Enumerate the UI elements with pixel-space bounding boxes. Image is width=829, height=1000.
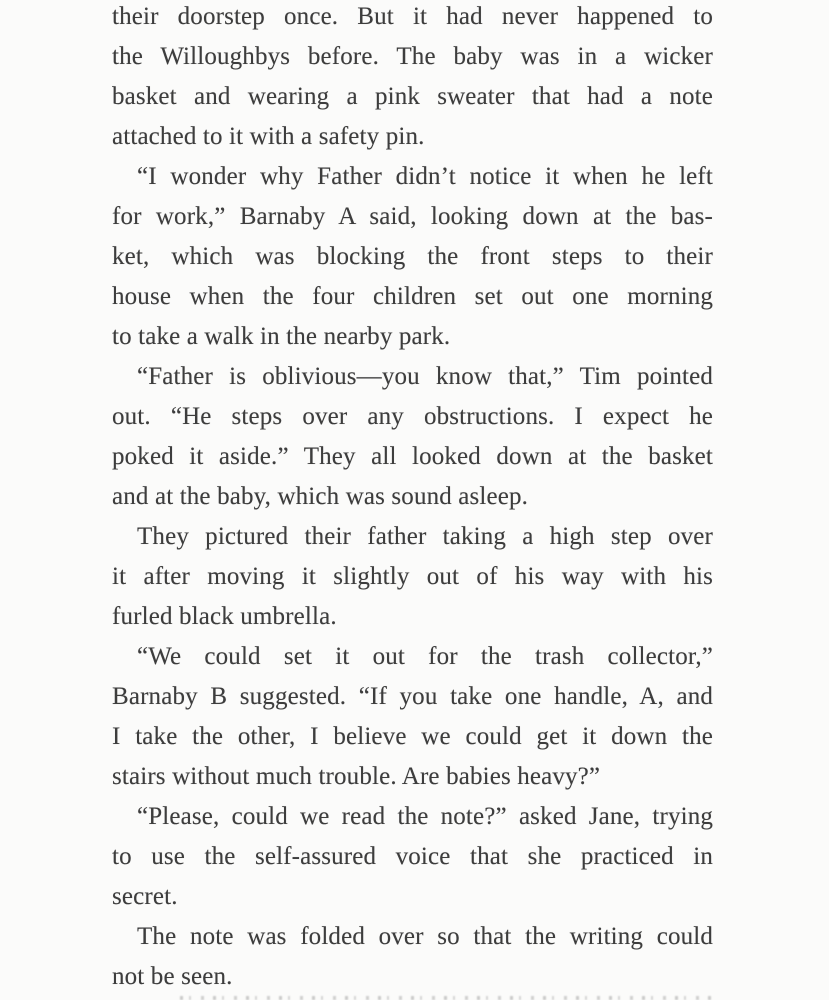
text-line: Barnaby B suggested. “If you take one handle, A, and	[112, 683, 713, 710]
text-line: poked it aside.” They all looked down at the basket	[112, 443, 713, 470]
text-line: stairs without much trouble. Are babies heavy?”	[112, 763, 601, 790]
text-line: not be seen.	[112, 963, 233, 990]
text-line: it after moving it slightly out of his way with his	[112, 563, 713, 590]
text-line: “Please, could we read the note?” asked Jane, trying	[137, 803, 713, 830]
text-line: their doorstep once. But it had never happened to	[112, 3, 713, 30]
text-line: “Father is oblivious—you know that,” Tim pointed	[137, 363, 713, 390]
text-line: the Willoughbys before. The baby was in a wicker	[112, 43, 713, 70]
text-line: out. “He steps over any obstructions. I expect he	[112, 403, 713, 430]
text-line: to use the self-assured voice that she practiced in	[112, 843, 713, 870]
text-line: to take a walk in the nearby park.	[112, 323, 451, 350]
text-line: They pictured their father taking a high step over	[137, 523, 713, 550]
cropped-line-fragment	[180, 996, 713, 1000]
text-line: and at the baby, which was sound asleep.	[112, 483, 529, 510]
text-line: for work,” Barnaby A said, looking down at the bas-	[112, 203, 713, 230]
text-line: house when the four children set out one morning	[112, 283, 713, 310]
text-line: “We could set it out for the trash collector,”	[137, 643, 713, 670]
text-line: ket, which was blocking the front steps to their	[112, 243, 713, 270]
text-line: The note was folded over so that the writing could	[137, 923, 713, 950]
page-text	[112, 0, 713, 997]
text-line: “I wonder why Father didn’t notice it when he left	[137, 163, 713, 190]
text-line: furled black umbrella.	[112, 603, 337, 630]
text-line: attached to it with a safety pin.	[112, 123, 425, 150]
text-line: basket and wearing a pink sweater that had a note	[112, 83, 713, 110]
text-line: I take the other, I believe we could get it down the	[112, 723, 713, 750]
text-line: secret.	[112, 883, 178, 910]
